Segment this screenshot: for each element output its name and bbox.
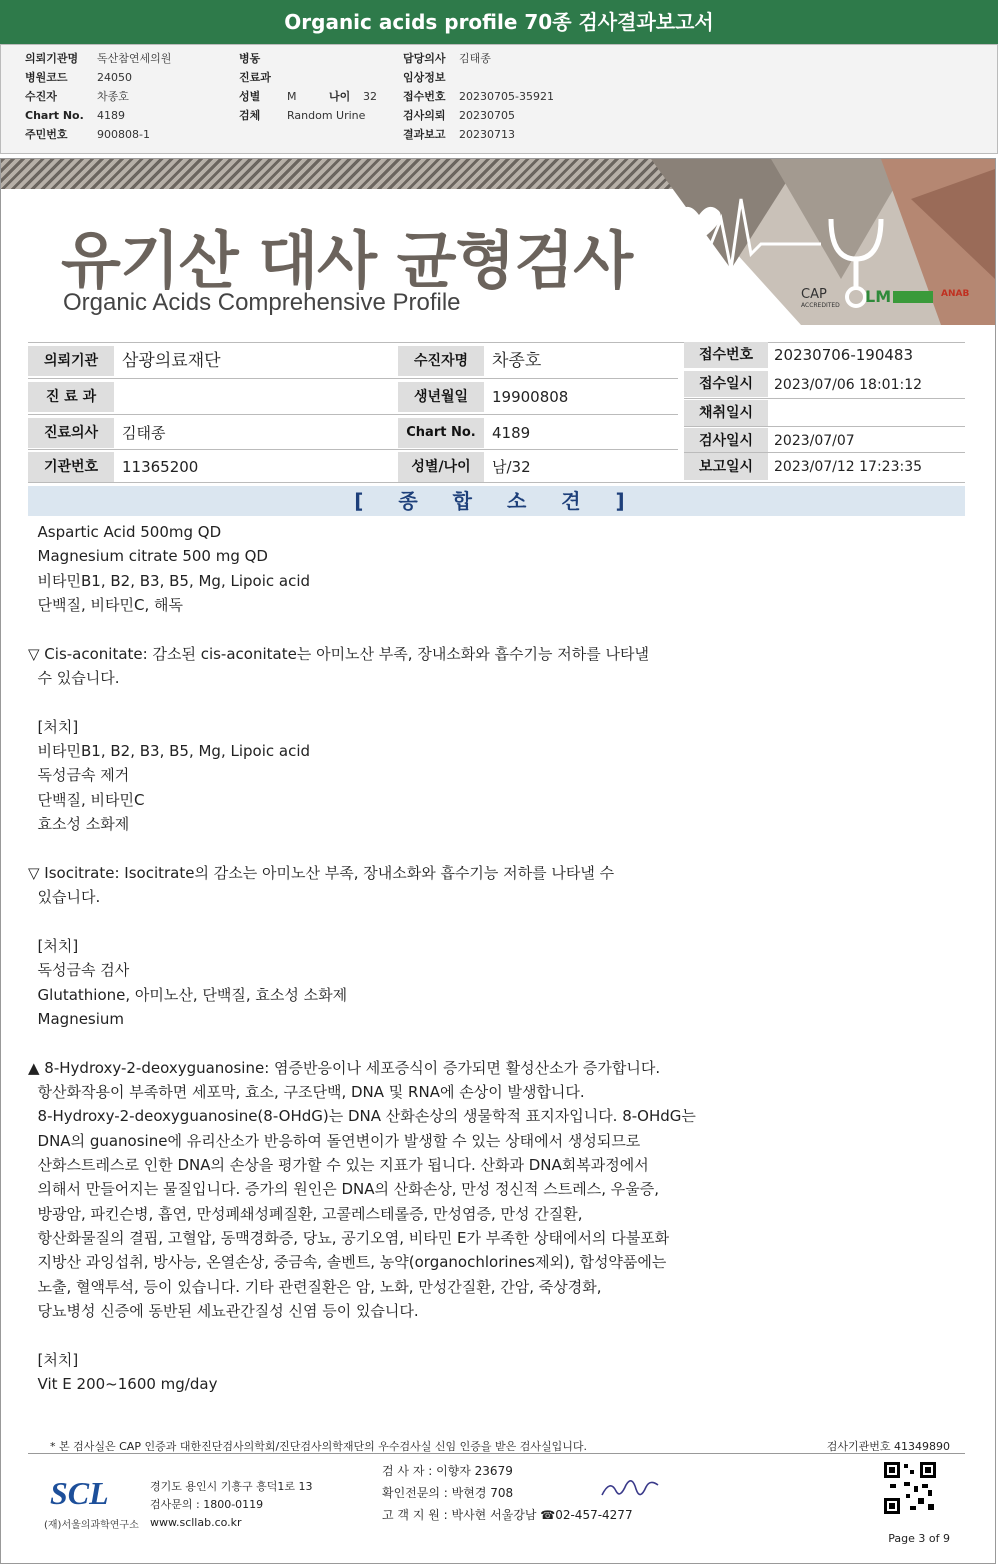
lm-logo: LM (865, 287, 892, 306)
summary-line: 항산화작용이 부족하면 세포막, 효소, 구조단백, DNA 및 RNA에 손상이 발생합니다. (28, 1082, 585, 1101)
value-reported-at: 2023/07/12 17:23:35 (774, 459, 923, 475)
summary-line (28, 1323, 988, 1347)
specialist-line: 확인전문의 : 박현경 708 (382, 1486, 514, 1500)
summary-text (28, 520, 988, 1396)
field-value: 24050 (97, 71, 132, 84)
field-label: Chart No. (25, 109, 84, 122)
footnote-text: * 본 검사실은 CAP 인증과 대한진단검사의학회/진단검사의학재단의 우수검사실 신임 인증을 받은 검사실입니다. (50, 1440, 588, 1453)
field-value: 20230705 (459, 109, 515, 122)
field-label: 성별 (239, 90, 261, 103)
tester-line: 검 사 자 : 이향자 23679 (382, 1464, 513, 1478)
label-doctor: 진료의사 (28, 418, 114, 448)
summary-line: 단백질, 비타민C, 해독 (28, 596, 184, 615)
summary-line: ▲ 8-Hydroxy-2-deoxyguanosine: 염증반응이나 세포증식이 증가되면 활성산소가 증가합니다. (28, 1058, 661, 1077)
summary-line: ▽ Cis-aconitate: 감소된 cis-aconitate는 아미노산 부족, 장내소화와 흡수기능 저하를 나타낼 (28, 644, 649, 663)
summary-line: 효소성 소화제 (28, 815, 130, 834)
label-org-number: 기관번호 (28, 452, 114, 482)
value-birthdate: 19900808 (492, 388, 569, 406)
summary-line: [처치] (28, 936, 79, 955)
field-value: Random Urine (287, 109, 366, 122)
summary-line: 산화스트레스로 인한 DNA의 손상을 평가할 수 있는 지표가 됩니다. 산화과 DNA회복과정에서 (28, 1155, 649, 1174)
scl-logo-subtitle: (재)서울의과학연구소 (44, 1520, 139, 1531)
staff-info (382, 1460, 633, 1526)
field-label: 검사의뢰 (403, 109, 446, 122)
inquiry-line: 검사문의 : 1800-0119 (150, 1498, 264, 1511)
field-value: 김태종 (459, 52, 491, 65)
summary-line: 노출, 혈액투석, 등이 있습니다. 기타 관련질환은 암, 노화, 만성간질환, 간암, 죽상경화, (28, 1277, 602, 1296)
field-label: 병원코드 (25, 71, 68, 84)
label-collected-at: 채취일시 (684, 400, 768, 426)
field-value: 20230705-35921 (459, 90, 554, 103)
field-label: 검체 (239, 109, 261, 122)
value-accession-no: 20230706-190483 (774, 346, 914, 364)
summary-line: 독성금속 제거 (28, 766, 130, 785)
page-number: Page 3 of 9 (888, 1532, 950, 1545)
value-received-at: 2023/07/06 18:01:12 (774, 377, 923, 393)
lab-org-number: 검사기관번호 41349890 (826, 1440, 950, 1453)
lab-address (150, 1478, 313, 1532)
label-accession-no: 접수번호 (684, 342, 768, 368)
label-requesting-org: 의뢰기관 (28, 346, 114, 376)
support-line: 고 객 지 원 : 박사현 서울강남 ☎02-457-4277 (382, 1508, 633, 1522)
address-line: 경기도 용인시 기흥구 흥덕1로 13 (150, 1480, 313, 1493)
field-value: 4189 (97, 109, 125, 122)
field-label: 의뢰기관명 (25, 52, 79, 65)
value-requesting-org: 삼광의료재단 (122, 351, 221, 371)
summary-line: 수 있습니다. (28, 669, 120, 688)
qr-code-icon (882, 1460, 938, 1516)
value-doctor: 김태종 (122, 424, 166, 442)
field-label: 진료과 (239, 71, 271, 84)
value-chart-no: 4189 (492, 424, 531, 442)
label-received-at: 접수일시 (684, 371, 768, 397)
info-column-3 (403, 49, 554, 144)
label-birthdate: 생년월일 (398, 382, 484, 412)
summary-line: 독성금속 검사 (28, 961, 130, 980)
age-value: 32 (363, 90, 377, 103)
certification-logos (801, 287, 981, 313)
summary-line: Magnesium (28, 1009, 125, 1028)
field-label: 결과보고 (403, 128, 446, 141)
summary-heading: [ 종 합 소 견 ] (28, 486, 965, 516)
summary-line: 비타민B1, B2, B3, B5, Mg, Lipoic acid (28, 571, 311, 590)
value-department (122, 382, 392, 412)
summary-line: [처치] (28, 1350, 79, 1369)
summary-line: Glutathione, 아미노산, 단백질, 효소성 소화제 (28, 985, 348, 1004)
field-label: 담당의사 (403, 52, 446, 65)
label-reported-at: 보고일시 (684, 454, 768, 480)
summary-line: ▽ Isocitrate: Isocitrate의 감소는 아미노산 부족, 장내소화와 흡수기능 저하를 나타낼 수 (28, 863, 615, 882)
field-value: 독산참연세의원 (97, 52, 172, 65)
summary-line: 항산화물질의 결핍, 고혈압, 동맥경화증, 당뇨, 공기오염, 비타민 E가 부족한 상태에서의 다불포화 (28, 1228, 670, 1247)
report-title-en: Organic Acids Comprehensive Profile (63, 289, 461, 316)
summary-line: 의해서 만들어지는 물질입니다. 증가의 원인은 DNA의 산화손상, 만성 정신적 스트레스, 우울증, (28, 1180, 659, 1199)
summary-line: 당뇨병성 신증에 동반된 세뇨관간질성 신염 등이 있습니다. (28, 1302, 419, 1320)
field-value: M (287, 90, 297, 103)
summary-line: 지방산 과잉섭취, 방사능, 온열손상, 중금속, 솔벤트, 농약(organochlorines제외), 합성약품에는 (28, 1253, 667, 1272)
field-label: 주민번호 (25, 128, 68, 141)
summary-line: Aspartic Acid 500mg QD (28, 523, 222, 541)
label-department: 진 료 과 (28, 382, 114, 412)
summary-line: 단백질, 비타민C (28, 790, 145, 809)
label-sex-age: 성별/나이 (398, 452, 484, 482)
info-column-1 (25, 49, 171, 144)
summary-line: 8-Hydroxy-2-deoxyguanosine(8-OHdG)는 DNA 산화손상의 생물학적 표지자입니다. 8-OHdG는 (28, 1107, 696, 1126)
report-banner-title: Organic acids profile 70종 검사결과보고서 (0, 0, 998, 44)
scl-logo: SCL (50, 1475, 109, 1511)
summary-line: DNA의 guanosine에 유리산소가 반응하여 돌연변이가 발생할 수 있는 상태에서 생성되므로 (28, 1131, 641, 1150)
field-label: 접수번호 (403, 90, 446, 103)
summary-line: Magnesium citrate 500 mg QD (28, 547, 268, 566)
label-tested-at: 검사일시 (684, 428, 768, 454)
label-chart-no: Chart No. (398, 418, 484, 448)
field-value: 20230713 (459, 128, 515, 141)
summary-line (28, 836, 988, 860)
field-label: 임상정보 (403, 71, 446, 84)
kola-logo (893, 291, 933, 303)
summary-line: Vit E 200~1600 mg/day (28, 1375, 218, 1394)
anab-logo: ANAB (941, 289, 970, 299)
cap-logo: CAP (801, 287, 827, 302)
label-patient-name: 수진자명 (398, 346, 484, 376)
summary-line: 방광암, 파킨슨병, 흡연, 만성폐쇄성폐질환, 고콜레스테롤증, 만성염증, 만성 간질환, (28, 1204, 583, 1223)
value-collected-at (774, 400, 964, 426)
summary-line (28, 617, 988, 641)
info-column-2 (239, 49, 377, 125)
value-patient-name: 차종호 (492, 351, 542, 371)
cap-logo-sub: ACCREDITED (801, 302, 840, 309)
certification-footnote (50, 1438, 950, 1454)
value-tested-at: 2023/07/07 (774, 433, 855, 449)
summary-line (28, 910, 988, 934)
field-value: 차종호 (97, 90, 129, 103)
summary-line (28, 690, 988, 714)
summary-line: 비타민B1, B2, B3, B5, Mg, Lipoic acid (28, 742, 311, 761)
website-line: www.scllab.co.kr (150, 1516, 242, 1529)
specialist-signature (600, 1475, 660, 1505)
order-info-box (0, 44, 998, 154)
field-label: 병동 (239, 52, 261, 65)
age-label: 나이 (329, 90, 351, 103)
value-sex-age: 남/32 (492, 458, 531, 476)
summary-line: [처치] (28, 717, 79, 736)
report-title-kr: 유기산 대사 균형검사 (61, 224, 633, 297)
value-org-number: 11365200 (122, 458, 199, 476)
summary-line: 있습니다. (28, 888, 101, 907)
field-value: 900808-1 (97, 128, 150, 141)
field-label: 수진자 (25, 90, 57, 103)
summary-line (28, 1031, 988, 1055)
